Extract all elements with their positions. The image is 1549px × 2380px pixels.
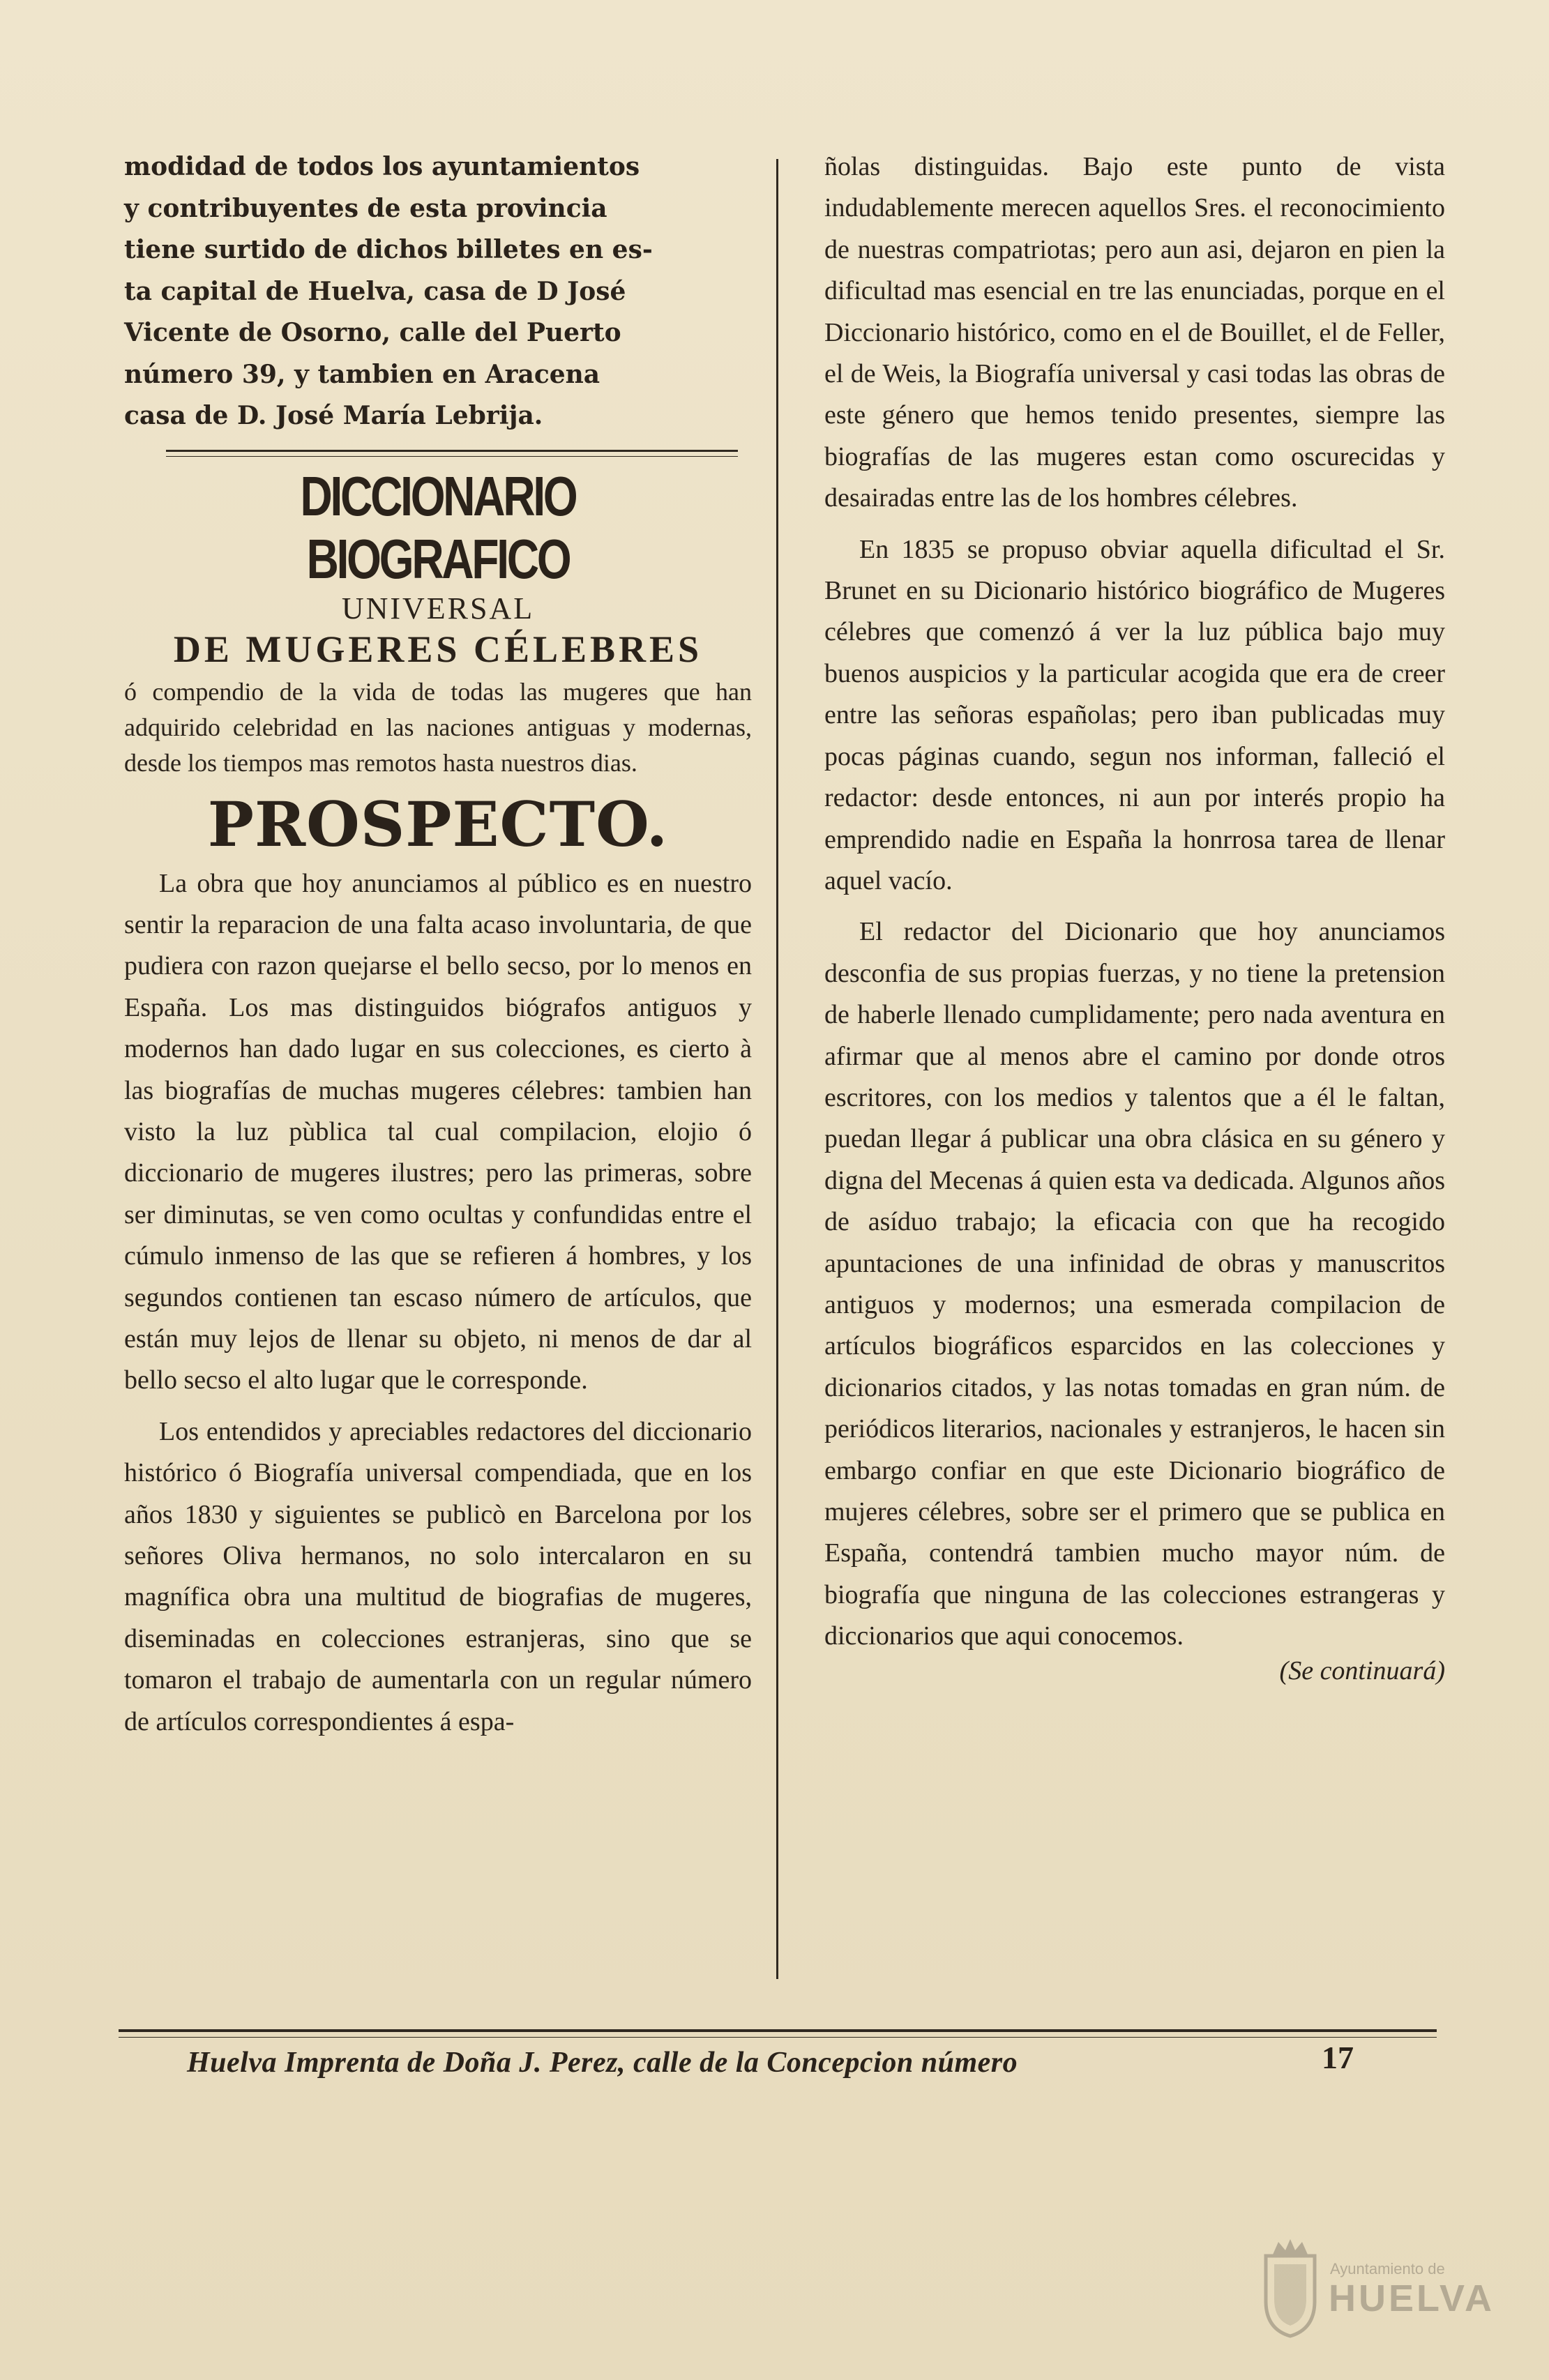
watermark-logo [1259,2235,1499,2340]
section-divider [166,450,738,457]
left-column [124,146,752,1752]
body-paragraph [824,911,1445,1657]
column-divider [776,159,778,1979]
notice-line: y contribuyentes de esta provincia [124,193,607,223]
body-paragraph: La obra que hoy anunciamos al público es en nuestro sentir la reparacion de una falta acaso involuntaria, de que pudiera con razon quejarse el bello secso, por lo menos en España. Los mas distinguidos biógrafos antiguos y modernos han dado lugar en sus colecciones, es cierto à las biografías de muchas mugeres célebres: tambien han visto la luz pùblica tal cual compilacion, elojio ó diccionario de mugeres ilustres; pero las primeras, sobre ser diminutas, se ven como ocultas y confundidas entre el cúmulo inmenso de las que se refieren á hombres, y los segundos contienen tan escaso número de artículos, que están muy lejos de llenar su objeto, ni menos de dar al bello secso el alto lugar que le corresponde. [124,868,752,1395]
notice-line: Vicente de Osorno, calle del Puerto [124,318,621,347]
right-column [824,146,1445,1688]
notice-line: tiene surtido de dichos billetes en es- [124,235,653,264]
body-paragraph: En 1835 se propuso obviar aquella dificultad el Sr. Brunet en su Dicionario histórico biográfico de Mugeres célebres que comenzó á ver la luz pública bajo muy buenos auspicios y la particular acogida que era de creer entre las señoras españolas; pero iban publicadas muy pocas páginas cuando, segun nos informan, falleció el redactor: desde entonces, ni aun por interés propio ha emprendido nadie en España la honrrosa tarea de llenar aquel vacío. [824,534,1445,895]
page-number: 17 [1322,2040,1354,2075]
title-celebrated-women: DE MUGERES CÉLEBRES [173,628,703,670]
watermark-small-text: Ayuntamiento de [1330,2260,1445,2277]
notice-line: ta capital de Huelva, casa de D José [124,276,626,306]
paragraph-text: El redactor del Dicionario que hoy anunciamos desconfia de sus propias fuerzas, y no tiene la pretension de haberle llenado cumplidamente; pero nada aventura en afirmar que al menos abre el camino por donde otros escritores, con los medios y talentos que a él le faltan, puedan llegar á publicar una obra clásica en su género y digna del Mecenas á quien esta va dedicada. Algunos años de asíduo trabajo; la eficacia con que ha recogido apuntaciones de una infinidad de obras y manuscritos antiguos y modernos; una esmerada compilacion de artículos biográficos esparcidos en las colecciones y dicionarios citados, y las notas tomadas en gran núm. de periódicos literarios, nacionales y estranjeros, le hacen sin embargo confiar en que este Dicionario biográfico de mujeres célebres, sobre ser el primero que se publica en España, contendrá tambien mucho mayor núm. de biografía que ninguna de las colecciones estrangeras y diccionarios que aqui conocemos. [824,917,1445,1651]
watermark-big-text: HUELVA [1329,2277,1495,2319]
continued-note: (Se continuará) [1279,1655,1445,1685]
body-paragraph: ñolas distinguidas. Bajo este punto de vista indudablemente merecen aquellos Sres. el reconocimiento de nuestras compatriotas; pero aun asi, dejaron en pien la dificultad mas esencial en tre las enunciadas, porque en el Diccionario histórico, como en el de Bouillet, el de Feller, el de Weis, la Biografía universal y casi todas las obras de este género que hemos tenido presentes, siempre las biografías de las mugeres estan como oscurecidas y desairadas entre las de los hombres célebres. [824,152,1445,513]
notice-block [124,146,752,437]
coat-of-arms-icon [1259,2235,1322,2340]
body-paragraph: Los entendidos y apreciables redactores del diccionario histórico ó Biografía universal compendiada, que en los años 1830 y siguientes se publicò en Barcelona por los señores Oliva hermanos, no solo intercalaron en su magnífica obra una multitud de biografias de mugeres, diseminadas en colecciones estranjeras, sino que se tomaron el trabajo de aumentarla con un regular número de artículos correspondientes á espa- [124,1416,752,1736]
prospect-heading: PROSPECTO. [207,787,669,861]
notice-line: casa de D. José María Lebrija. [124,401,543,430]
title-description: ó compendio de la vida de todas las mugeres que han adquirido celebridad en las naciones antiguas y modernas, desde los tiempos mas remotos hasta nuestros dias. [124,677,752,777]
footer-rule [119,2029,1437,2038]
printer-imprint: Huelva Imprenta de Doña J. Perez, calle de la Concepcion número [187,2047,1018,2079]
title-universal: UNIVERSAL [341,591,535,626]
notice-line: modidad de todos los ayuntamientos [124,152,640,181]
dictionary-title: DICCIONARIO BIOGRAFICO [300,464,576,590]
notice-line: número 39, y tambien en Aracena [124,359,600,389]
